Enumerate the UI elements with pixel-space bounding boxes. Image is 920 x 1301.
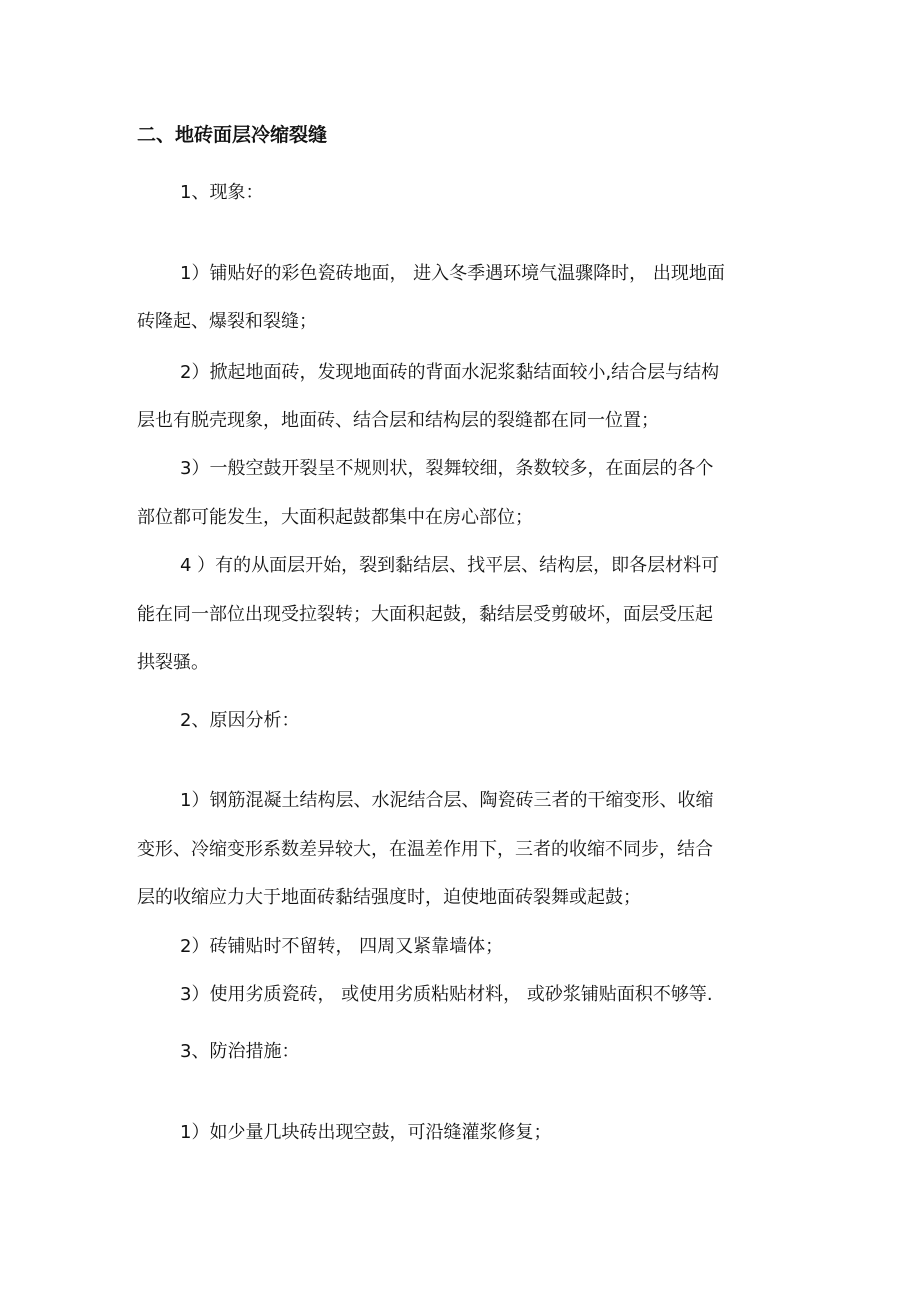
- paragraph-line: 1）如少量几块砖出现空鼓，可沿缝灌浆修复；: [180, 1122, 552, 1143]
- paragraph-line: 层也有脱壳现象，地面砖、结合层和结构层的裂缝都在同一位置；: [137, 410, 659, 431]
- paragraph-line: 砖隆起、爆裂和裂缝；: [137, 311, 317, 332]
- paragraph-line: 变形、冷缩变形系数差异较大，在温差作用下，三者的收缩不同步，结合: [137, 839, 713, 860]
- paragraph-line: 4 ）有的从面层开始，裂到黏结层、找平层、结构层，即各层材料可: [180, 555, 720, 576]
- paragraph-line: 能在同一部位出现受拉裂转；大面积起鼓，黏结层受剪破坏，面层受压起: [137, 604, 713, 625]
- section-heading-prevention: 3、防治措施：: [180, 1041, 300, 1062]
- paragraph-line: 拱裂骚。: [137, 652, 209, 673]
- paragraph-line: 1）铺贴好的彩色瓷砖地面， 进入冬季遇环境气温骤降时， 出现地面: [180, 263, 725, 284]
- paragraph-line: 2）砖铺贴时不留转， 四周又紧靠墙体；: [180, 936, 504, 957]
- paragraph-line: 3）一般空鼓开裂呈不规则状，裂舞较细，条数较多，在面层的各个: [180, 458, 714, 479]
- section-heading-cause-analysis: 2、原因分析：: [180, 710, 300, 731]
- paragraph-line: 1）钢筋混凝土结构层、水泥结合层、陶瓷砖三者的干缩变形、收缩: [180, 790, 714, 811]
- section-heading-phenomenon: 1、现象：: [180, 182, 264, 203]
- document-title: 二、地砖面层冷缩裂缝: [137, 124, 328, 146]
- paragraph-line: 3）使用劣质瓷砖， 或使用劣质粘贴材料， 或砂浆铺贴面积不够等.: [180, 984, 713, 1005]
- paragraph-line: 层的收缩应力大于地面砖黏结强度时，迫使地面砖裂舞或起鼓；: [137, 887, 641, 908]
- paragraph-line: 部位都可能发生，大面积起鼓都集中在房心部位；: [137, 507, 533, 528]
- paragraph-line: 2）掀起地面砖，发现地面砖的背面水泥浆黏结面较小,结合层与结构: [180, 362, 720, 383]
